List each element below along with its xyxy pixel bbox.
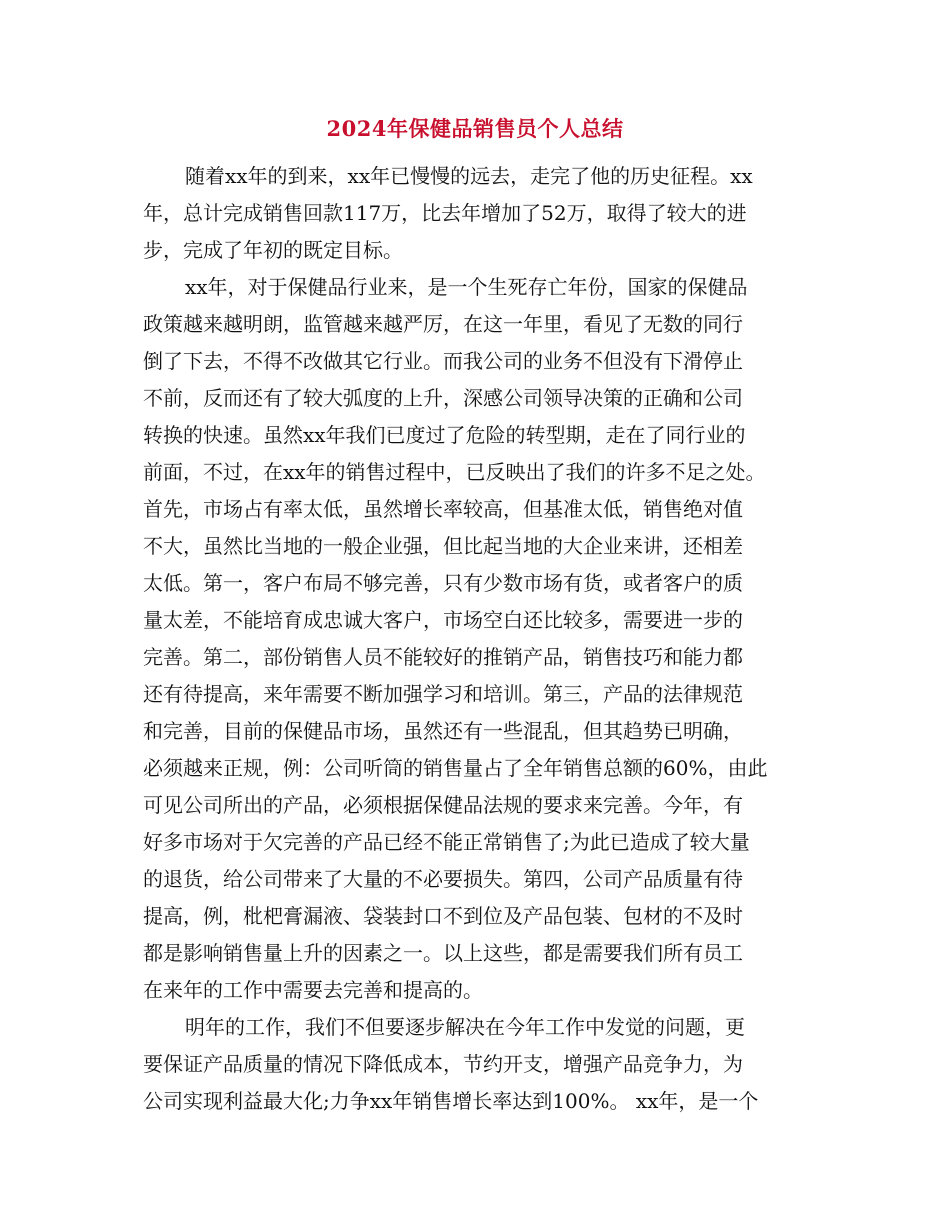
paragraph-2-line-19: 都是影响销售量上升的因素之一。以上这些，都是需要我们所有员工 — [143, 941, 743, 965]
paragraph-1-line-3: 步，完成了年初的既定目标。 — [143, 238, 403, 262]
paragraph-1-line-2: 年，总计完成销售回款117万，比去年增加了52万，取得了较大的进 — [143, 201, 747, 225]
paragraph-2-line-16: 好多市场对于欠完善的产品已经不能正常销售了;为此已造成了较大量 — [143, 830, 750, 854]
paragraph-2-line-17: 的退货，给公司带来了大量的不必要损失。第四，公司产品质量有待 — [143, 867, 743, 891]
paragraph-3-line-3: 公司实现利益最大化;力争xx年销售增长率达到100%。 xx年，是一个 — [143, 1089, 759, 1113]
paragraph-2-line-3: 倒了下去，不得不改做其它行业。而我公司的业务不但没有下滑停止 — [143, 349, 743, 373]
paragraph-2-line-4: 不前，反而还有了较大弧度的上升，深感公司领导决策的正确和公司 — [143, 386, 743, 410]
document-title: 2024年保健品销售员个人总结 — [326, 116, 624, 141]
paragraph-2-line-14: 必须越来正规，例：公司听筒的销售量占了全年销售总额的60%，由此 — [143, 756, 768, 780]
paragraph-2-line-18: 提高，例，枇杷膏漏液、袋装封口不到位及产品包装、包材的不及时 — [143, 904, 743, 928]
paragraph-3-line-1: 明年的工作，我们不但要逐步解决在今年工作中发觉的问题，更 — [185, 1015, 745, 1039]
paragraph-2-line-9: 太低。第一，客户布局不够完善，只有少数市场有货，或者客户的质 — [143, 571, 743, 595]
paragraph-2-line-7: 首先，市场占有率太低，虽然增长率较高，但基准太低，销售绝对值 — [143, 497, 743, 521]
paragraph-2-line-13: 和完善，目前的保健品市场，虽然还有一些混乱，但其趋势已明确， — [143, 719, 743, 743]
paragraph-2-line-10: 量太差，不能培育成忠诚大客户，市场空白还比较多，需要进一步的 — [143, 608, 743, 632]
paragraph-2-line-15: 可见公司所出的产品，必须根据保健品法规的要求来完善。今年，有 — [143, 793, 743, 817]
paragraph-1-line-1: 随着xx年的到来，xx年已慢慢的远去，走完了他的历史征程。xx — [185, 164, 753, 188]
paragraph-3-line-2: 要保证产品质量的情况下降低成本，节约开支，增强产品竞争力，为 — [143, 1052, 743, 1076]
paragraph-2-line-20: 在来年的工作中需要去完善和提高的。 — [143, 978, 483, 1002]
paragraph-2-line-8: 不大，虽然比当地的一般企业强，但比起当地的大企业来讲，还相差 — [143, 534, 743, 558]
paragraph-2-line-11: 完善。第二，部份销售人员不能较好的推销产品，销售技巧和能力都 — [143, 645, 743, 669]
paragraph-2-line-1: xx年，对于保健品行业来，是一个生死存亡年份，国家的保健品 — [185, 275, 748, 299]
paragraph-2-line-6: 前面，不过，在xx年的销售过程中，已反映出了我们的许多不足之处。 — [143, 460, 766, 484]
paragraph-2-line-12: 还有待提高，来年需要不断加强学习和培训。第三，产品的法律规范 — [143, 682, 743, 706]
paragraph-2-line-5: 转换的快速。虽然xx年我们已度过了危险的转型期，走在了同行业的 — [143, 423, 746, 447]
paragraph-2-line-2: 政策越来越明朗，监管越来越严厉，在这一年里，看见了无数的同行 — [143, 312, 743, 336]
